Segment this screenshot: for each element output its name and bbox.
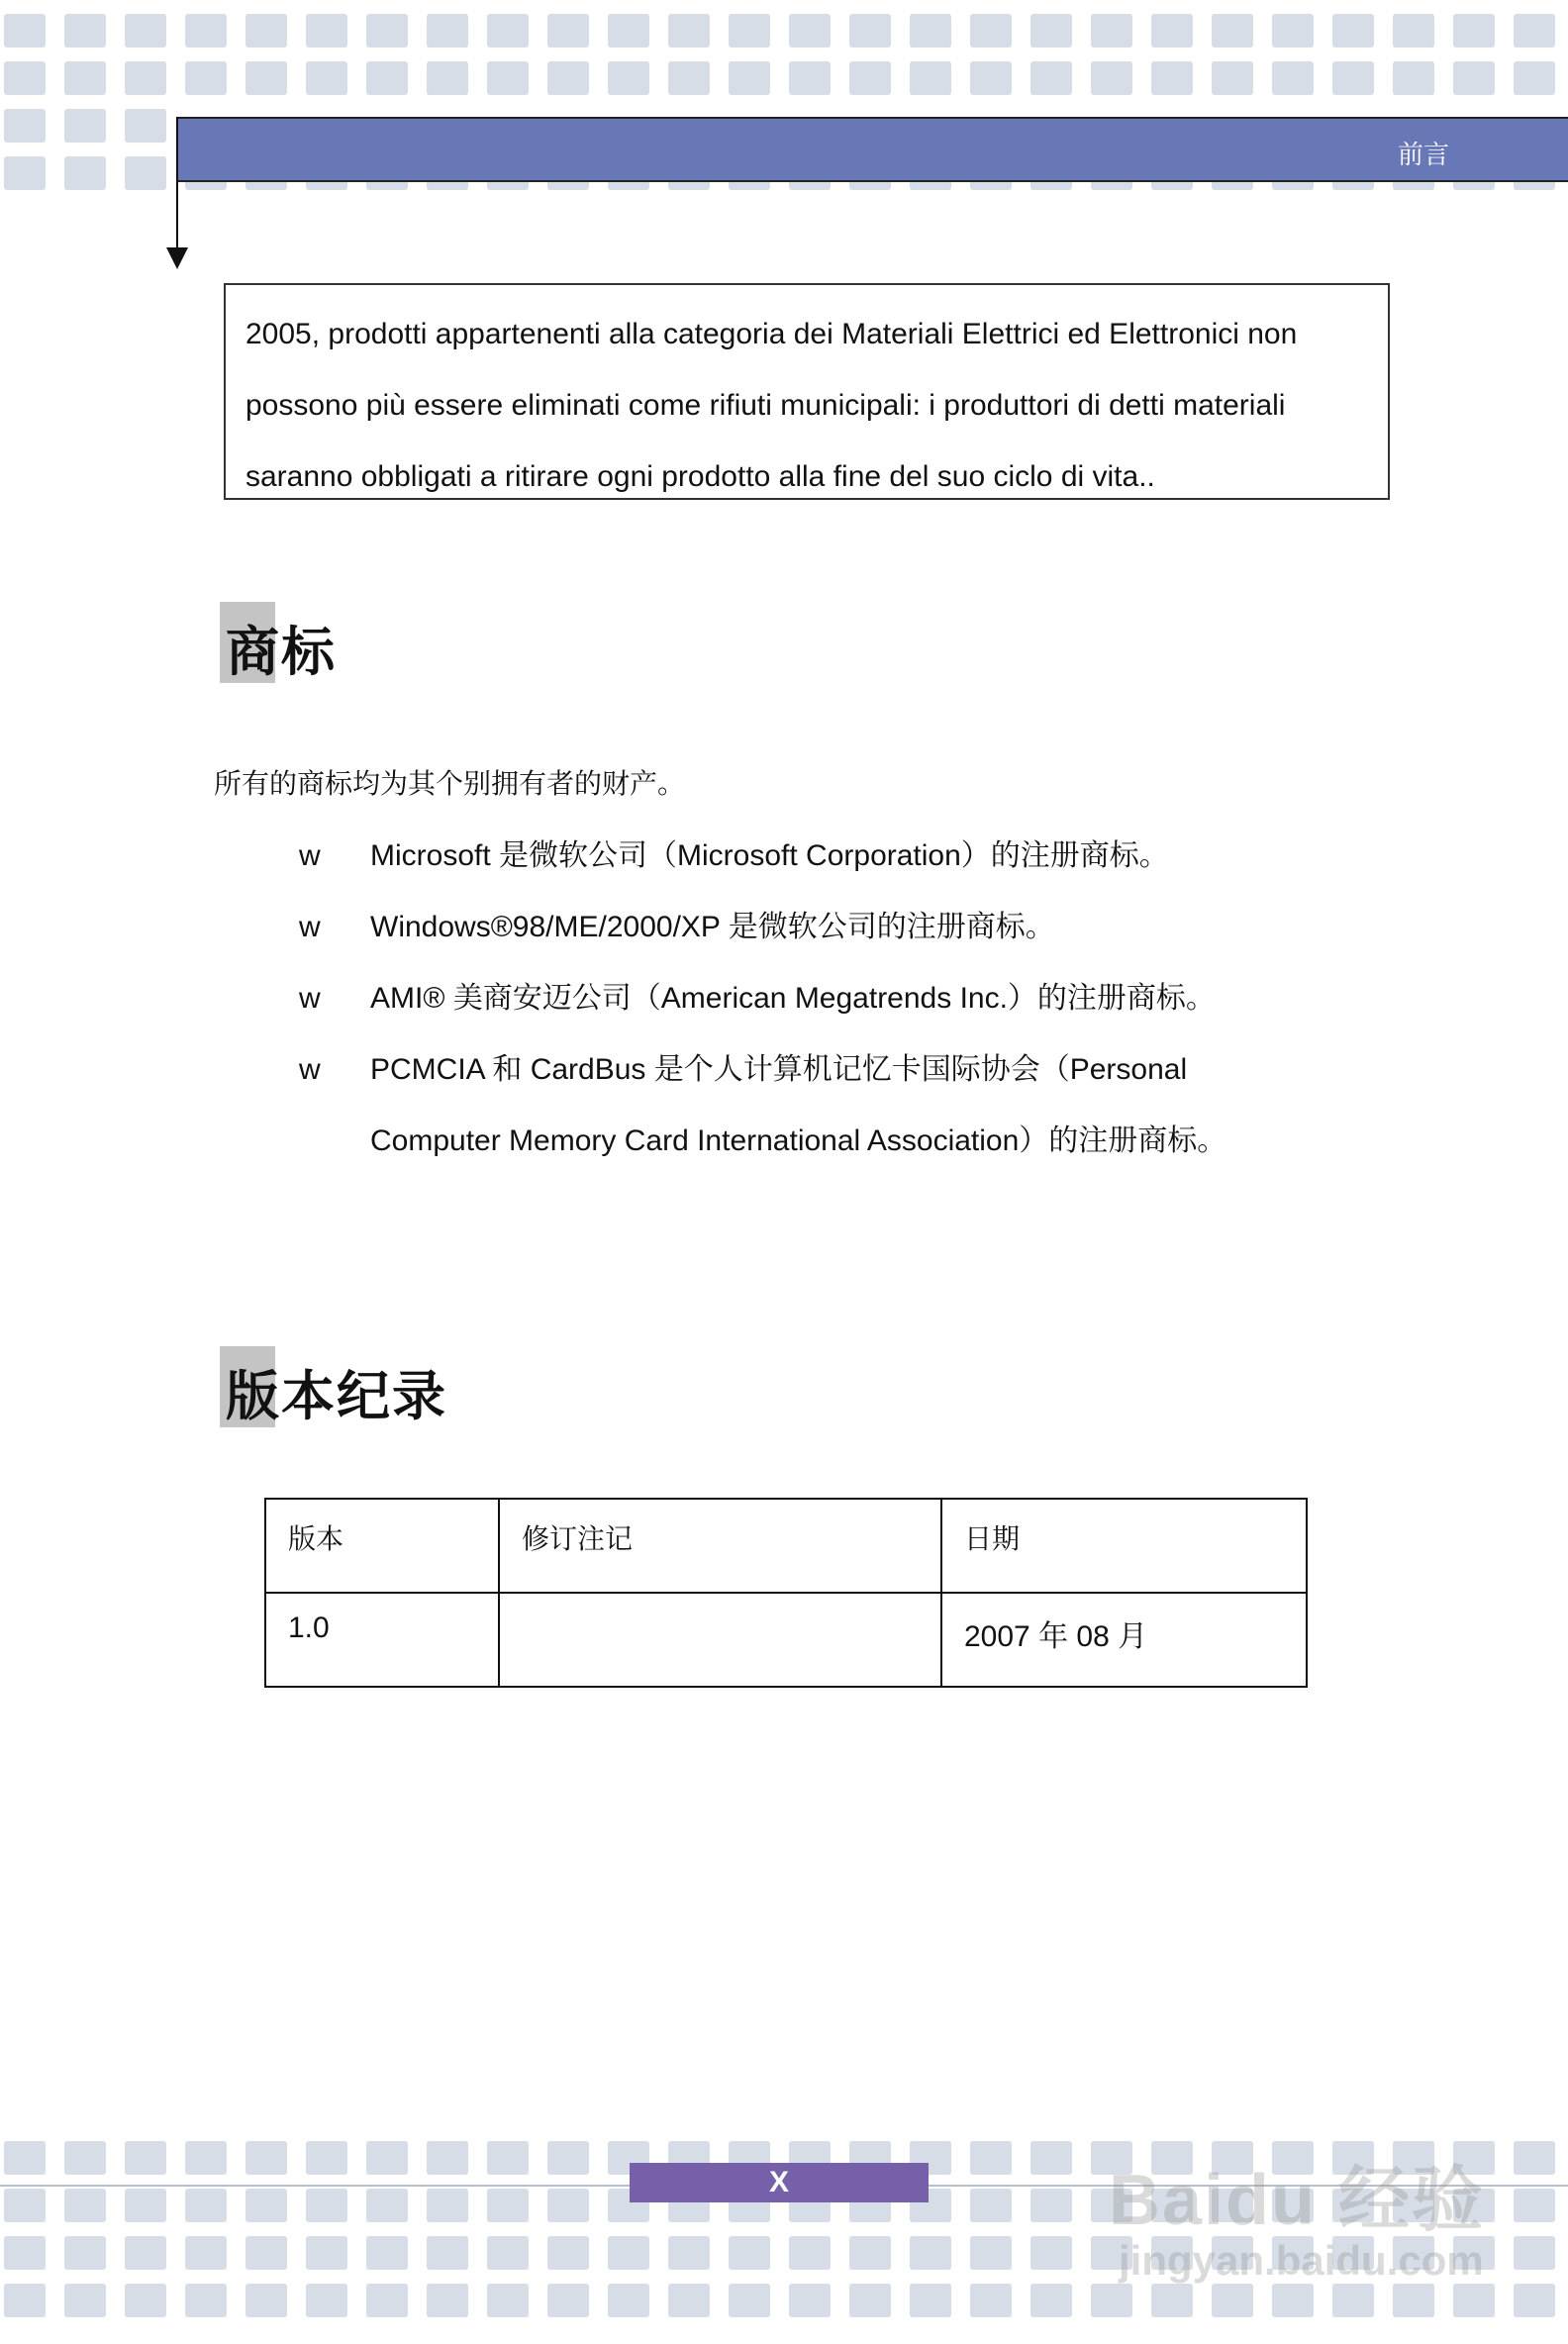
decorative-tile <box>668 61 710 95</box>
table-row <box>265 1593 1307 1687</box>
table-cell: 1.0 <box>265 1593 499 1687</box>
trademark-text: PCMCIA 和 CardBus 是个人计算机记忆卡国际协会（Personal <box>370 1053 1188 1086</box>
table-header-cell: 修订注记 <box>499 1499 941 1593</box>
decorative-tile <box>185 2141 227 2175</box>
decorative-tile <box>185 61 227 95</box>
decorative-tile <box>125 109 166 143</box>
decorative-tile <box>910 2236 951 2270</box>
decorative-tile <box>4 109 46 143</box>
decorative-tile <box>849 2284 891 2317</box>
decorative-tile <box>1332 14 1374 48</box>
decorative-tile <box>849 14 891 48</box>
decorative-tile <box>64 2284 106 2317</box>
decorative-tile <box>729 61 770 95</box>
decorative-tile <box>64 109 106 143</box>
decorative-tile <box>729 2236 770 2270</box>
decorative-tile <box>668 2284 710 2317</box>
decorative-tile <box>970 2141 1012 2175</box>
decorative-tile <box>125 2189 166 2222</box>
decorative-tile <box>970 14 1012 48</box>
note-line: saranno obbligati a ritirare ogni prodotto alla fine del suo ciclo di vita.. <box>245 460 1155 493</box>
table-cell <box>499 1593 941 1687</box>
decorative-tile <box>306 2236 347 2270</box>
decorative-tile <box>306 2284 347 2317</box>
page-number: X <box>630 2163 929 2202</box>
decorative-tile <box>970 2236 1012 2270</box>
decorative-tile <box>306 2189 347 2222</box>
decorative-tile <box>608 61 649 95</box>
decorative-tile <box>245 2284 287 2317</box>
note-line: 2005, prodotti appartenenti alla categoria dei Materiali Elettrici ed Elettronici non <box>245 318 1298 350</box>
decorative-tile <box>1212 14 1253 48</box>
decorative-tile <box>789 14 831 48</box>
decorative-tile <box>668 14 710 48</box>
decorative-tile <box>64 14 106 48</box>
decorative-tile <box>427 2284 468 2317</box>
table-header-row <box>265 1499 1307 1593</box>
decorative-tile <box>1151 14 1193 48</box>
decorative-tile <box>185 14 227 48</box>
decorative-tile <box>427 14 468 48</box>
watermark <box>1109 2099 1544 2296</box>
decorative-tile <box>185 2189 227 2222</box>
decorative-tile <box>1091 61 1132 95</box>
note-line: possono più essere eliminati come rifiuti municipali: i produttori di detti materiali <box>245 389 1286 422</box>
decorative-tile <box>910 61 951 95</box>
decorative-tile <box>64 2189 106 2222</box>
decorative-tile <box>970 61 1012 95</box>
decorative-tile <box>1514 61 1555 95</box>
trademark-text: Windows®98/ME/2000/XP 是微软公司的注册商标。 <box>370 911 1055 943</box>
decorative-tile <box>1332 61 1374 95</box>
decorative-tile <box>366 2141 408 2175</box>
decorative-tile <box>1030 2141 1072 2175</box>
decorative-tile <box>366 61 408 95</box>
decorative-tile <box>4 61 46 95</box>
decorative-tile <box>729 2284 770 2317</box>
decorative-tile <box>427 2189 468 2222</box>
decorative-tile <box>427 61 468 95</box>
decorative-tile <box>306 61 347 95</box>
decorative-tile <box>4 2189 46 2222</box>
decorative-tile <box>1030 2284 1072 2317</box>
trademark-text: Microsoft 是微软公司（Microsoft Corporation）的注册商标。 <box>370 839 1169 872</box>
decorative-tile <box>970 2284 1012 2317</box>
decorative-tile <box>1453 61 1495 95</box>
decorative-tile <box>547 2141 589 2175</box>
decorative-tile <box>487 2189 529 2222</box>
decorative-tile <box>1030 2189 1072 2222</box>
decorative-tile <box>4 2236 46 2270</box>
decorative-tile <box>910 2284 951 2317</box>
decorative-tile <box>547 2236 589 2270</box>
decorative-tile <box>245 61 287 95</box>
decorative-tile <box>668 2236 710 2270</box>
table-cell: 2007 年 08 月 <box>941 1593 1307 1687</box>
decorative-tile <box>1453 14 1495 48</box>
trademarks-heading-text: 商标 <box>226 620 337 683</box>
decorative-tile <box>245 14 287 48</box>
decorative-tile <box>547 2189 589 2222</box>
note-box <box>224 283 1390 500</box>
decorative-tile <box>125 2141 166 2175</box>
bullet-icon: w <box>299 839 321 872</box>
header-bar <box>176 117 1568 182</box>
decorative-tile <box>427 2141 468 2175</box>
version-history-table <box>264 1498 1308 1688</box>
decorative-tile <box>547 2284 589 2317</box>
decorative-tile <box>185 2236 227 2270</box>
decorative-tile <box>366 2189 408 2222</box>
decorative-tile <box>1091 14 1132 48</box>
trademarks-intro: 所有的商标均为其个别拥有者的财产。 <box>214 767 686 800</box>
decorative-tile <box>849 2236 891 2270</box>
decorative-tile <box>1030 2236 1072 2270</box>
decorative-tile <box>789 2284 831 2317</box>
decorative-tile <box>245 2236 287 2270</box>
decorative-tile <box>1212 61 1253 95</box>
decorative-tile <box>1514 14 1555 48</box>
decorative-tile <box>547 61 589 95</box>
decorative-tile <box>125 61 166 95</box>
bullet-icon: w <box>299 1053 321 1086</box>
decorative-tile <box>64 2236 106 2270</box>
decorative-tile <box>125 2284 166 2317</box>
trademark-text: AMI® 美商安迈公司（American Megatrends Inc.）的注册商标。 <box>370 982 1216 1015</box>
decorative-tile <box>245 2141 287 2175</box>
decorative-tile <box>306 14 347 48</box>
decorative-tile <box>608 14 649 48</box>
decorative-tile <box>1393 61 1434 95</box>
decorative-tile <box>547 14 589 48</box>
header-arrow-line <box>176 117 178 250</box>
bullet-icon: w <box>299 982 321 1015</box>
decorative-tile <box>366 2284 408 2317</box>
decorative-tile <box>729 14 770 48</box>
decorative-tile <box>366 2236 408 2270</box>
decorative-tile <box>608 2236 649 2270</box>
trademarks-heading <box>226 610 337 686</box>
decorative-tile <box>1272 61 1314 95</box>
bullet-icon: w <box>299 911 321 943</box>
decorative-tile <box>125 2236 166 2270</box>
decorative-tile <box>4 2141 46 2175</box>
decorative-tile <box>970 2189 1012 2222</box>
decorative-tile <box>910 14 951 48</box>
decorative-tile <box>1151 61 1193 95</box>
decorative-tile <box>4 14 46 48</box>
decorative-tile <box>366 14 408 48</box>
decorative-tile <box>245 2189 287 2222</box>
decorative-tile <box>4 156 46 190</box>
decorative-tile <box>306 2141 347 2175</box>
decorative-tile <box>487 2141 529 2175</box>
watermark-logo: Baidu 经验 <box>1109 2161 1486 2240</box>
decorative-tile <box>487 61 529 95</box>
table-header-cell: 版本 <box>265 1499 499 1593</box>
table-header-cell: 日期 <box>941 1499 1307 1593</box>
decorative-tile <box>427 2236 468 2270</box>
decorative-tile <box>64 61 106 95</box>
decorative-tile <box>789 2236 831 2270</box>
decorative-tile <box>487 2284 529 2317</box>
decorative-tile <box>487 14 529 48</box>
decorative-tile <box>125 14 166 48</box>
decorative-tile <box>64 2141 106 2175</box>
arrow-down-icon <box>166 247 188 269</box>
decorative-tile <box>608 2284 649 2317</box>
decorative-tile <box>125 156 166 190</box>
watermark-url: jingyan.baidu.com <box>1119 2237 1484 2284</box>
decorative-tile <box>4 2284 46 2317</box>
version-history-heading-text: 版本纪录 <box>226 1364 447 1427</box>
decorative-tile <box>1030 14 1072 48</box>
decorative-tile <box>849 61 891 95</box>
header-title: 前言 <box>1397 141 1449 170</box>
decorative-tile <box>1030 61 1072 95</box>
version-history-heading <box>226 1354 447 1430</box>
decorative-tile <box>64 156 106 190</box>
decorative-tile <box>185 2284 227 2317</box>
decorative-tile <box>1272 14 1314 48</box>
decorative-tile <box>487 2236 529 2270</box>
decorative-tile <box>1393 14 1434 48</box>
decorative-tile <box>789 61 831 95</box>
trademark-text: Computer Memory Card International Association）的注册商标。 <box>370 1124 1227 1157</box>
